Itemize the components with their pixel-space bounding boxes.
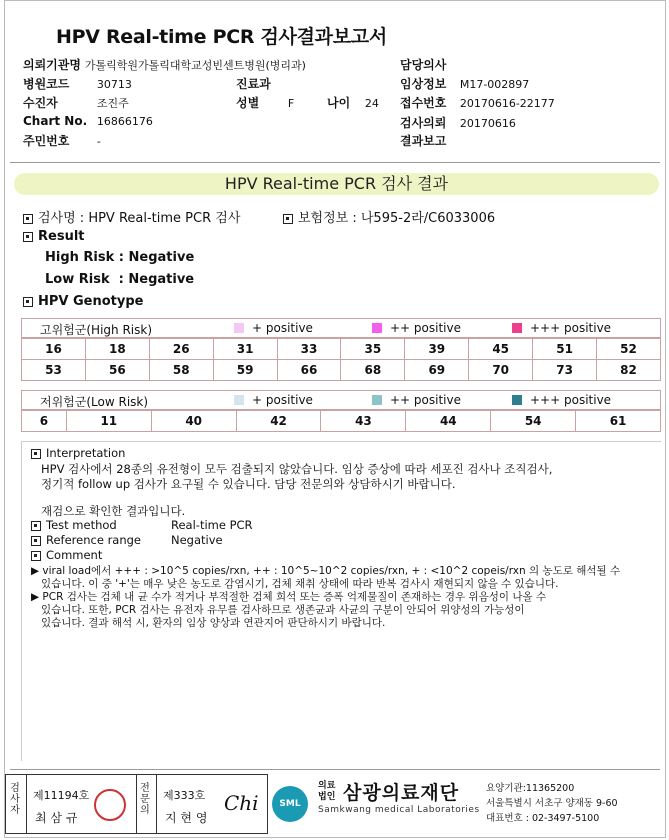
genotype-cell: 11 [66, 411, 151, 432]
genotype-cell: 61 [576, 411, 661, 432]
bullet-icon [23, 214, 33, 224]
hospital-code-field: 병원코드 30713 [23, 77, 132, 91]
genotype-cell: 16 [22, 339, 86, 360]
sex-field: 성별 F [236, 96, 295, 110]
genotype-cell: 66 [277, 360, 341, 381]
test-method-row: Test method Real-time PCR [31, 518, 253, 532]
legend-plus-plus: ++ positive [372, 393, 461, 407]
high-risk-result: High Risk : Negative [45, 250, 195, 265]
dept-field: 진료과 [236, 77, 271, 91]
chart-number-field: Chart No. 16866176 [23, 114, 153, 128]
specialist-vertical-label: 전문의 [140, 783, 150, 816]
examiner-license: 제11194호 [33, 789, 90, 802]
interpretation-text-1: HPV 검사에서 28종의 유전형이 모두 검출되지 않았습니다. 임상 증상에 따라 세포진 검사나 조직검사, [41, 462, 553, 476]
comment-1: ▶ viral load에서 +++ : >10^5 copies/rxn, ++ : 10^5~10^2 copies/rxn, + : <10^2 copeis/rxn 의 농도로 해석될 수 [31, 565, 621, 577]
examiner-name: 최 삼 규 [35, 811, 78, 825]
legend-plus-plus: ++ positive [372, 321, 461, 335]
reference-range-row: Reference range Negative [31, 533, 223, 547]
institution-field: 의뢰기관명 가톨릭학원가톨릭대학교성빈센트병원(병리과) [23, 58, 306, 72]
genotype-heading: HPV Genotype [23, 294, 143, 309]
low-risk-header: 저위험군(Low Risk) + positive ++ positive +++ positive [21, 390, 661, 410]
genotype-cell: 73 [533, 360, 597, 381]
genotype-cell: 53 [22, 360, 86, 381]
interpretation-text-2: 정기적 follow up 검사가 요구될 수 있습니다. 담당 전문의와 상담하시기 바랍니다. [41, 477, 456, 491]
genotype-cell: 69 [405, 360, 469, 381]
examiner-seal [94, 789, 126, 821]
comment-heading: Comment [31, 548, 102, 562]
result-banner: HPV Real-time PCR 검사 결과 [14, 173, 659, 195]
comment-2-cont: 있습니다. 또한, PCR 검사는 유전자 유무를 검사하므로 생존균과 사균의 구분이 안되어 위양성의 가능성이 [41, 604, 525, 616]
logo-icon: SML [272, 786, 308, 822]
table-row [22, 339, 661, 360]
org-code: 요양기관:11365200 [486, 783, 575, 794]
genotype-cell: 54 [491, 411, 576, 432]
specialist-signature: Chi [224, 791, 259, 815]
genotype-cell: 58 [149, 360, 213, 381]
swatch-dark [512, 323, 522, 333]
table-row [22, 411, 661, 432]
sml-logo [272, 780, 312, 824]
org-type: 의료법인 [318, 781, 336, 802]
header-divider [10, 162, 660, 163]
result-heading: Result [23, 229, 85, 244]
receipt-number-field: 접수번호 20170616-22177 [400, 96, 555, 110]
bullet-icon [31, 521, 41, 531]
clinical-info-field: 임상정보 M17-002897 [400, 77, 530, 91]
cell-divider [26, 775, 27, 833]
comment-2-end: 있습니다. 결과 해석 시, 환자의 임상 양상과 연관지어 판단하시기 바랍니다. [41, 617, 386, 629]
genotype-cell: 40 [151, 411, 236, 432]
specialist-license: 제333호 [163, 789, 206, 802]
swatch-mid [372, 323, 382, 333]
table-row [22, 360, 661, 381]
arrow-icon: ▶ [31, 591, 43, 603]
genotype-cell: 52 [597, 339, 661, 360]
high-risk-genotype-table [21, 338, 661, 381]
genotype-cell: 31 [213, 339, 277, 360]
genotype-cell: 43 [321, 411, 406, 432]
genotype-cell: 42 [236, 411, 321, 432]
comment-1-cont: 있습니다. 이 중 '+'는 매우 낮은 농도로 감염시기, 검체 채취 상태에 따라 반복 검사시 재현되지 않을 수 있습니다. [41, 578, 559, 590]
insurance-info: 보험정보 : 나595-2라/C6033006 [283, 207, 495, 226]
swatch-light [234, 323, 244, 333]
cell-divider [136, 775, 137, 833]
genotype-cell: 6 [22, 411, 67, 432]
low-risk-result: Low Risk : Negative [45, 272, 195, 287]
report-field: 결과보고 [400, 134, 447, 148]
specialist-name: 지 현 영 [165, 811, 208, 825]
genotype-cell: 45 [469, 339, 533, 360]
swatch-dark [512, 395, 522, 405]
signature-box [5, 774, 268, 834]
retest-confirm: 재검으로 확인한 결과입니다. [41, 504, 186, 518]
genotype-cell: 68 [341, 360, 405, 381]
bullet-icon [23, 297, 33, 307]
bullet-icon [31, 449, 41, 459]
genotype-cell: 33 [277, 339, 341, 360]
comment-2: ▶ PCR 검사는 검체 내 균 수가 적거나 부적절한 검체 희석 또는 증폭 억제물질이 존재하는 경우 위음성이 나올 수 [31, 591, 547, 603]
genotype-cell: 39 [405, 339, 469, 360]
genotype-cell: 59 [213, 360, 277, 381]
legend-plus: + positive [234, 321, 313, 335]
bullet-icon [23, 232, 33, 242]
cell-divider [156, 775, 157, 833]
age-field: 나이 24 [327, 96, 379, 110]
genotype-cell: 18 [85, 339, 149, 360]
genotype-cell: 35 [341, 339, 405, 360]
footer-divider [10, 769, 660, 770]
genotype-cell: 82 [597, 360, 661, 381]
org-phone: 대표번호 : 02-3497-5100 [486, 813, 600, 824]
swatch-mid [372, 395, 382, 405]
examiner-vertical-label: 검사자 [10, 783, 20, 816]
genotype-cell: 56 [85, 360, 149, 381]
org-address: 서울특별시 서초구 양재동 9-60 [486, 798, 618, 809]
genotype-cell: 51 [533, 339, 597, 360]
genotype-cell: 44 [406, 411, 491, 432]
arrow-icon: ▶ [31, 565, 43, 577]
legend-plus: + positive [234, 393, 313, 407]
org-name: 삼광의료재단 [343, 782, 460, 804]
document-title: HPV Real-time PCR 검사결과보고서 [56, 26, 387, 48]
request-date-field: 검사의뢰 20170616 [400, 116, 516, 130]
high-risk-header: 고위험군(High Risk) + positive ++ positive +++ positive [21, 318, 661, 338]
swatch-light [234, 395, 244, 405]
test-name: 검사명 : HPV Real-time PCR 검사 [23, 207, 240, 226]
legend-plus-plus-plus: +++ positive [512, 393, 611, 407]
genotype-cell: 70 [469, 360, 533, 381]
legend-plus-plus-plus: +++ positive [512, 321, 611, 335]
org-english: Samkwang medical Laboratories [318, 805, 480, 815]
genotype-cell: 26 [149, 339, 213, 360]
bullet-icon [31, 551, 41, 561]
examinee-field: 수진자 조진주 [23, 96, 129, 110]
resident-number-field: 주민번호 - [23, 134, 101, 148]
low-risk-genotype-table [21, 410, 661, 432]
interpretation-heading: Interpretation [31, 446, 125, 460]
bullet-icon [283, 214, 293, 224]
attending-field: 담당의사 [400, 58, 447, 72]
bullet-icon [31, 536, 41, 546]
